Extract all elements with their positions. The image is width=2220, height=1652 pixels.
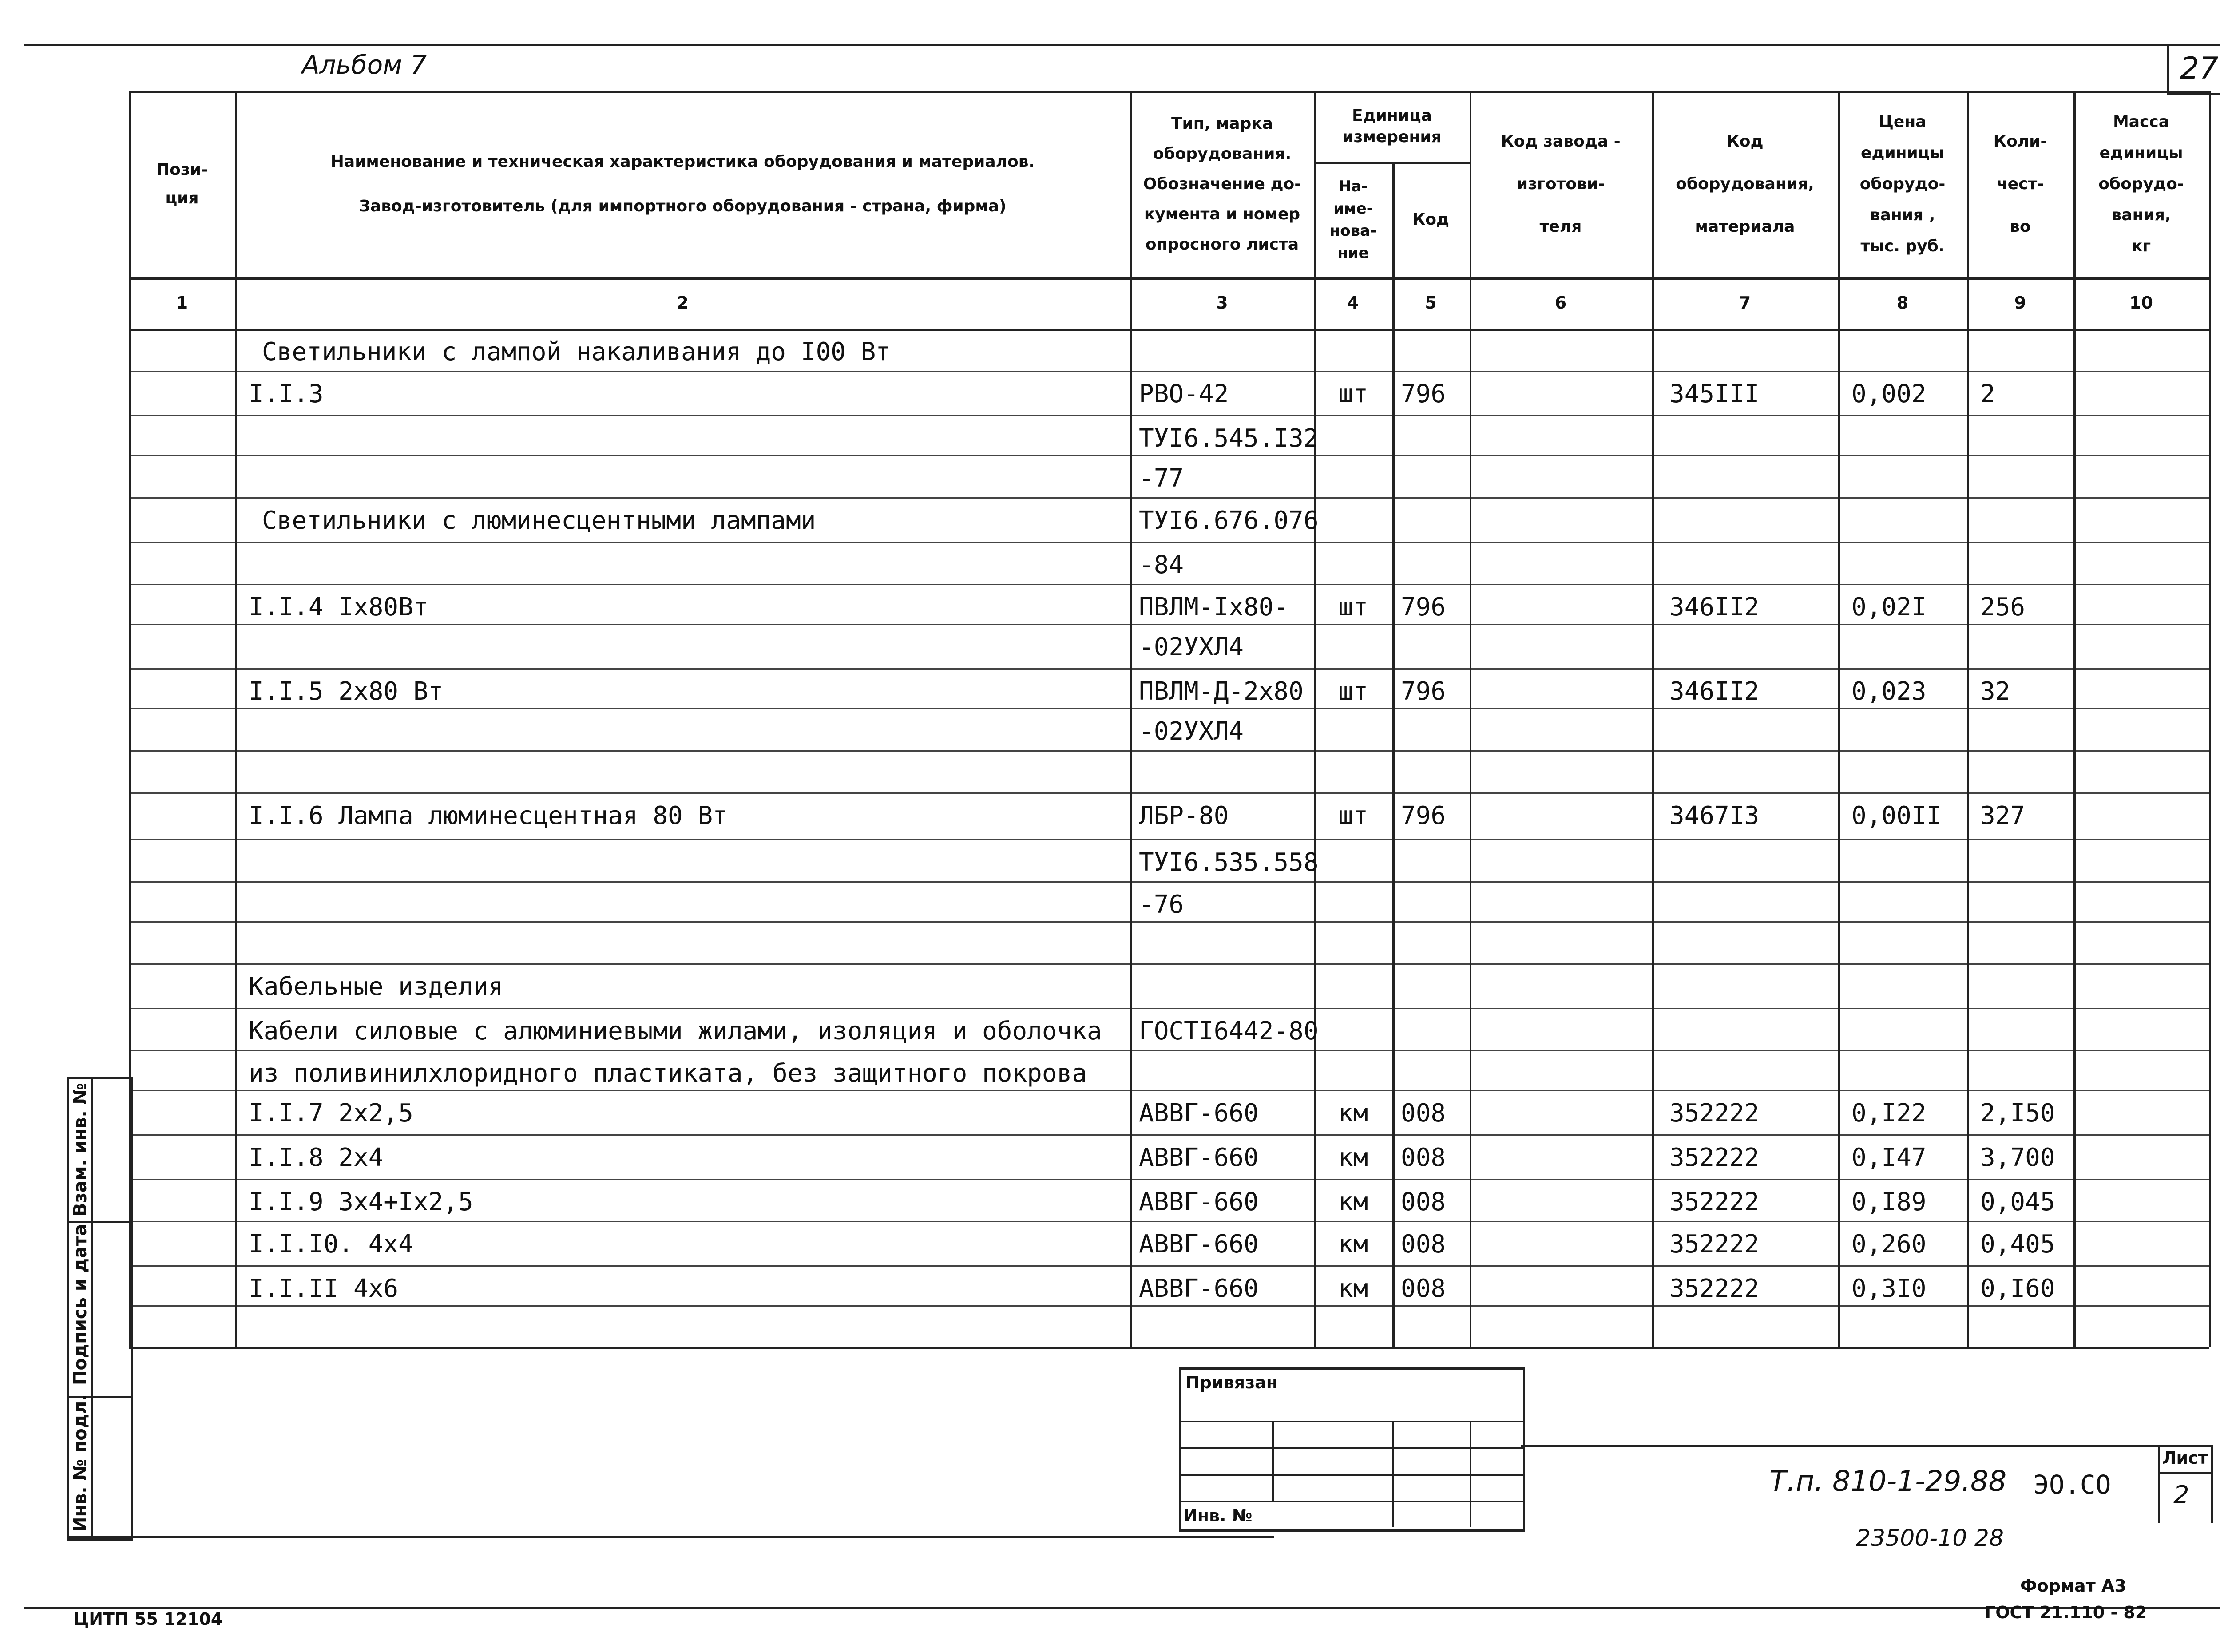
row-unit-code: 796: [1401, 801, 1446, 830]
row-unit-code: 008: [1401, 1188, 1446, 1216]
row-price: 0,02I: [1851, 593, 1927, 622]
row-type: -77: [1139, 464, 1184, 493]
side-label-signature: Подпись и дата: [70, 1224, 91, 1385]
row-quantity: 2,I50: [1980, 1099, 2055, 1128]
archive-number: 23500-10 28: [1856, 1525, 2004, 1552]
row-quantity: 256: [1980, 593, 2026, 622]
row-type: -76: [1139, 890, 1184, 919]
row-name: из поливинилхлоридного пластиката, без защитного покрова: [249, 1059, 1087, 1088]
row-name: I.I.3: [249, 380, 324, 408]
row-type: -02УХЛ4: [1139, 633, 1244, 662]
row-name: I.I.8 2х4: [249, 1143, 384, 1172]
gost-label: ГОСТ 21.110 - 82: [1985, 1603, 2147, 1622]
row-line: [129, 921, 2209, 923]
col-line: [2209, 91, 2211, 1347]
row-line: [129, 668, 2209, 670]
column-number: 9: [2014, 293, 2026, 313]
header-unit-code: Код: [1412, 210, 1450, 229]
col-line: [1652, 91, 1654, 1347]
row-line: [129, 584, 2209, 585]
row-quantity: 327: [1980, 801, 2026, 830]
row-type: АВВГ-660: [1139, 1230, 1259, 1259]
header-bottom-line: [129, 277, 2209, 280]
row-type: ПВЛМ-Iх80-: [1139, 593, 1289, 622]
row-name: I.I.9 3х4+Iх2,5: [249, 1188, 473, 1216]
row-equipment-code: 352222: [1669, 1143, 1760, 1172]
row-line: [129, 750, 2209, 752]
column-number: 1: [176, 293, 188, 313]
stamp-privyazan: Привязан: [1185, 1373, 1278, 1392]
row-type: АВВГ-660: [1139, 1143, 1259, 1172]
column-number: 5: [1425, 293, 1437, 313]
row-line: [129, 415, 2209, 416]
row-price: 0,3I0: [1851, 1274, 1927, 1303]
row-line: [129, 1090, 2209, 1091]
row-line: [129, 1265, 2209, 1267]
row-equipment-code: 352222: [1669, 1274, 1760, 1303]
header-unit-name: На- име- нова- ние: [1329, 178, 1377, 262]
doc-mark: ЭО.СО: [2034, 1470, 2111, 1500]
header-name: Наименование и техническая характеристика оборудования и материалов. Завод-изготовитель (для импортного оборудования - страна, фирма): [330, 153, 1035, 215]
col-line: [1392, 162, 1395, 1347]
row-type: ТУI6.535.558: [1139, 848, 1319, 877]
row-unit: км: [1338, 1230, 1368, 1259]
col-line: [1967, 91, 1969, 1347]
row-unit-code: 008: [1401, 1143, 1446, 1172]
row-type: АВВГ-660: [1139, 1188, 1259, 1216]
row-price: 0,I89: [1851, 1188, 1927, 1216]
row-unit-code: 008: [1401, 1230, 1446, 1259]
row-name: I.I.7 2х2,5: [249, 1099, 413, 1128]
row-price: 0,I47: [1851, 1143, 1927, 1172]
row-unit: шт: [1338, 677, 1368, 706]
col-line: [1130, 91, 1132, 1347]
colnum-bottom-line: [129, 329, 2209, 331]
row-line: [129, 792, 2209, 794]
row-unit-code: 796: [1401, 677, 1446, 706]
row-unit: км: [1338, 1099, 1368, 1128]
row-name: Светильники с люминесцентными лампами: [262, 506, 816, 535]
row-line: [129, 963, 2209, 965]
row-type: -02УХЛ4: [1139, 717, 1244, 746]
row-type: АВВГ-660: [1139, 1099, 1259, 1128]
row-name: Кабели силовые с алюминиевыми жилами, изоляция и оболочка: [249, 1017, 1102, 1046]
row-line: [129, 839, 2209, 840]
row-quantity: 0,045: [1980, 1188, 2055, 1216]
column-number: 7: [1739, 293, 1751, 313]
header-type: Тип, марка оборудования. Обозначение до- кумента и номер опросного листа: [1143, 115, 1301, 254]
doc-code: Т.п. 810-1-29.88: [1769, 1465, 2007, 1498]
row-type: АВВГ-660: [1139, 1274, 1259, 1303]
table-bottom-line: [129, 1347, 2209, 1349]
row-line: [129, 1134, 2209, 1136]
row-unit: км: [1338, 1188, 1368, 1216]
row-line: [129, 1305, 2209, 1307]
row-quantity: 32: [1980, 677, 2010, 706]
side-label-replaced: Взам. инв. №: [70, 1083, 91, 1216]
header-quantity: Коли- чест- во: [1993, 132, 2047, 236]
header-factory-code: Код завода - изготови- теля: [1501, 132, 1621, 236]
row-type: ТУI6.676.076: [1139, 506, 1319, 535]
header-mass: Масса единицы оборудо- вания, кг: [2098, 113, 2184, 255]
column-number: 6: [1554, 293, 1567, 313]
row-equipment-code: 352222: [1669, 1188, 1760, 1216]
row-type: ГОСТI6442-80: [1139, 1017, 1319, 1046]
sheet-label: Лист: [2162, 1448, 2208, 1468]
row-quantity: 0,I60: [1980, 1274, 2055, 1303]
row-line: [129, 1008, 2209, 1009]
header-equipment-code: Код оборудования, материала: [1676, 132, 1814, 236]
row-name: Кабельные изделия: [249, 972, 503, 1001]
column-number: 3: [1216, 293, 1228, 313]
row-line: [129, 1050, 2209, 1051]
row-line: [129, 371, 2209, 372]
row-quantity: 2: [1980, 380, 1995, 408]
row-equipment-code: 346II2: [1669, 593, 1760, 622]
row-name: I.I.4 Iх80Вт: [249, 593, 428, 622]
row-unit: км: [1338, 1274, 1368, 1303]
top-rule: [24, 44, 2220, 46]
row-line: [129, 497, 2209, 499]
stamp-inv-no: Инв. №: [1183, 1506, 1253, 1525]
row-type: РВО-42: [1139, 380, 1229, 408]
row-unit: шт: [1338, 801, 1368, 830]
row-type: ТУI6.545.I32: [1139, 424, 1319, 453]
row-name: Светильники с лампой накаливания до I00 Вт: [262, 337, 891, 366]
row-quantity: 0,405: [1980, 1230, 2055, 1259]
row-equipment-code: 346II2: [1669, 677, 1760, 706]
side-label-inventory: Инв. № подл.: [70, 1394, 91, 1532]
column-number: 2: [677, 293, 689, 313]
row-line: [129, 708, 2209, 709]
column-number: 4: [1347, 293, 1359, 313]
row-quantity: 3,700: [1980, 1143, 2055, 1172]
row-equipment-code: 345III: [1669, 380, 1760, 408]
row-price: 0,023: [1851, 677, 1927, 706]
citp-label: ЦИТП 55 12104: [73, 1609, 223, 1629]
row-unit-code: 796: [1401, 593, 1446, 622]
row-line: [129, 1221, 2209, 1222]
row-unit: км: [1338, 1143, 1368, 1172]
row-unit-code: 796: [1401, 380, 1446, 408]
row-line: [129, 1179, 2209, 1180]
column-number: 10: [2129, 293, 2153, 313]
sheet-number: 2: [2173, 1481, 2189, 1509]
row-name: I.I.5 2х80 Вт: [249, 677, 444, 706]
row-name: I.I.I0. 4х4: [249, 1230, 413, 1259]
row-equipment-code: 352222: [1669, 1099, 1760, 1128]
column-number: 8: [1896, 293, 1909, 313]
row-price: 0,I22: [1851, 1099, 1927, 1128]
row-name: I.I.II 4х6: [249, 1274, 399, 1303]
row-unit: шт: [1338, 593, 1368, 622]
col-line: [1470, 91, 1471, 1347]
header-unit: Единица измерения: [1342, 107, 1442, 146]
row-unit: шт: [1338, 380, 1368, 408]
row-unit-code: 008: [1401, 1099, 1446, 1128]
row-price: 0,002: [1851, 380, 1927, 408]
header-position: Пози- ция: [156, 161, 208, 207]
header-price: Цена единицы оборудо- вания , тыс. руб.: [1859, 113, 1946, 255]
row-line: [129, 881, 2209, 883]
row-line: [129, 455, 2209, 456]
row-unit-code: 008: [1401, 1274, 1446, 1303]
bottom-rule: [24, 1607, 2220, 1609]
row-equipment-code: 3467I3: [1669, 801, 1760, 830]
row-price: 0,260: [1851, 1230, 1927, 1259]
row-name: I.I.6 Лампа люминесцентная 80 Вт: [249, 801, 728, 830]
row-equipment-code: 352222: [1669, 1230, 1760, 1259]
row-line: [129, 624, 2209, 625]
row-type: ПВЛМ-Д-2х80: [1139, 677, 1304, 706]
row-type: -84: [1139, 551, 1184, 579]
page-number: 27: [2180, 51, 2219, 86]
row-line: [129, 542, 2209, 543]
col-line: [235, 91, 237, 1347]
col-line: [2073, 91, 2076, 1347]
album-label: Альбом 7: [302, 50, 427, 80]
row-price: 0,00II: [1851, 801, 1942, 830]
format-label: Формат А3: [2020, 1576, 2126, 1596]
col-line: [1838, 91, 1840, 1347]
row-type: ЛБР-80: [1139, 801, 1229, 830]
